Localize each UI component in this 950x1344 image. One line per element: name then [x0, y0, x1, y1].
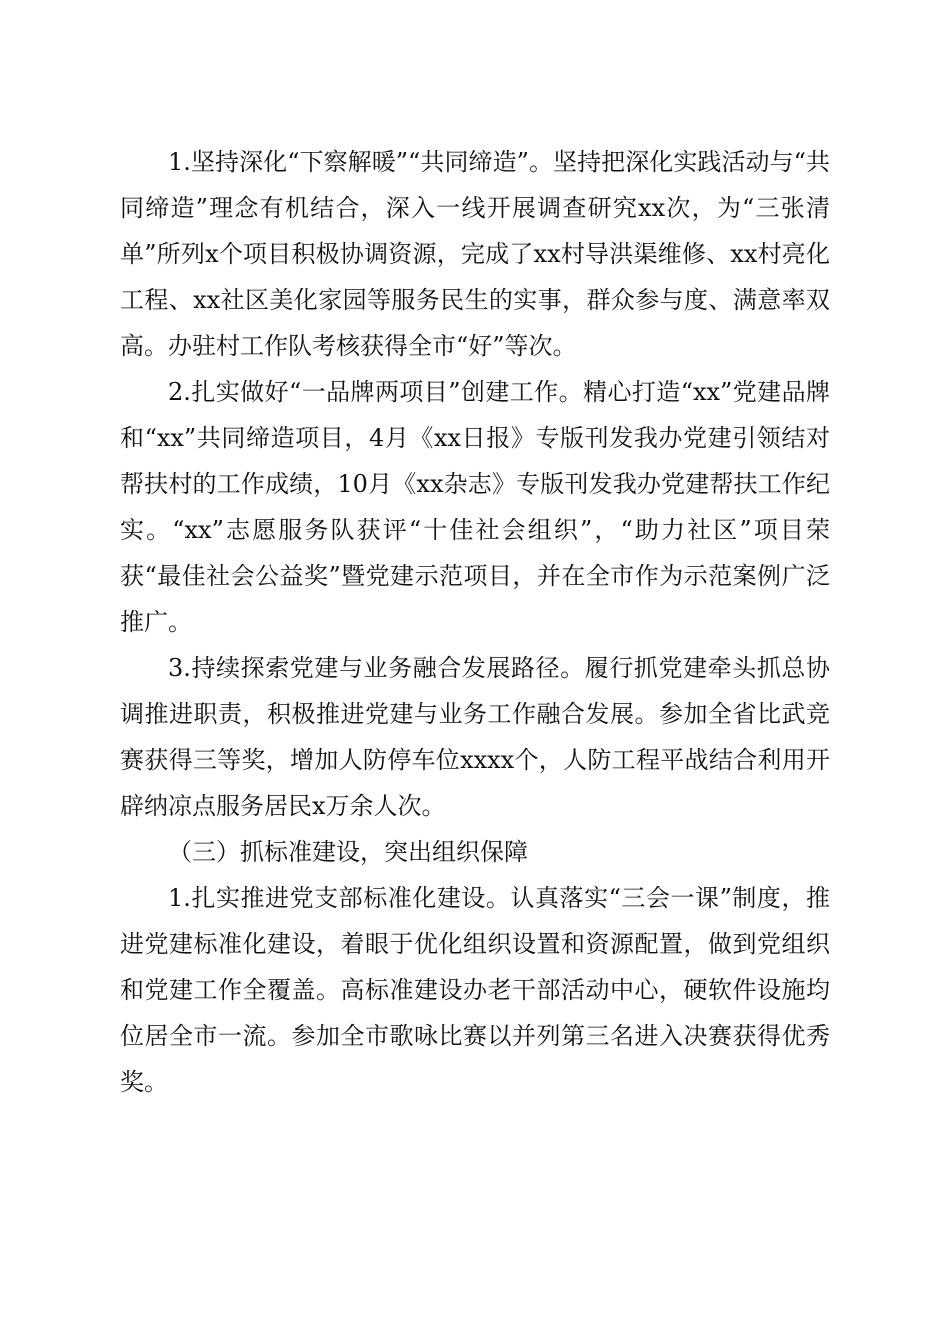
section-paragraph-1: 1.扎实推进党支部标准化建设。认真落实“三会一课”制度，推进党建标准化建设，着眼于优化组织设置和资源配置，做到党组织和党建工作全覆盖。高标准建设办老干部活动中心，硬软件设施均位居全市一流。参加全市歌咏比赛以并列第三名进入决赛获得优秀奖。	[120, 884, 830, 1096]
document-body	[120, 139, 830, 1105]
paragraph-2: 2.扎实做好“一品牌两项目”创建工作。精心打造“xx”党建品牌和“xx”共同缔造项目，4月《xx日报》专版刊发我办党建引领结对帮扶村的工作成绩，10月《xx杂志》专版刊发我办党建帮扶工作纪实。“xx”志愿服务队获评“十佳社会组织”，“助力社区”项目荣获“最佳社会公益奖”暨党建示范项目，并在全市作为示范案例广泛推广。	[120, 378, 830, 636]
paragraph-1: 1.坚持深化“下察解暖”“共同缔造”。坚持把深化实践活动与“共同缔造”理念有机结合，深入一线开展调查研究xx次，为“三张清单”所列x个项目积极协调资源，完成了xx村导洪渠维修、xx村亮化工程、xx社区美化家园等服务民生的实事，群众参与度、满意率双高。办驻村工作队考核获得全市“好”等次。	[120, 148, 830, 360]
paragraph-3: 3.持续探索党建与业务融合发展路径。履行抓党建牵头抓总协调推进职责，积极推进党建与业务工作融合发展。参加全省比武竞赛获得三等奖，增加人防停车位xxxx个，人防工程平战结合利用开辟纳凉点服务居民x万余人次。	[120, 654, 830, 820]
section-heading: （三）抓标准建设，突出组织保障	[168, 838, 528, 866]
